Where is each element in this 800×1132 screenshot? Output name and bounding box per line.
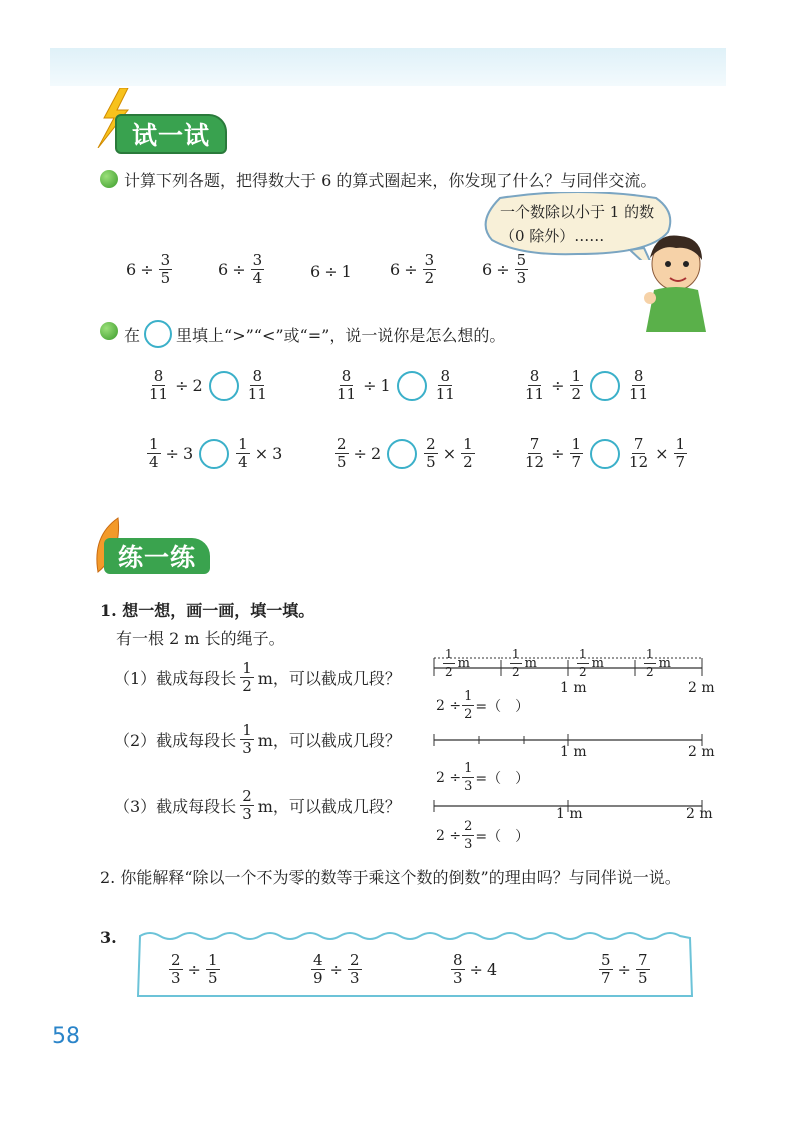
q1-title: 1. 想一想，画一画，填一填。 <box>100 601 315 620</box>
page-number: 58 <box>52 1024 80 1049</box>
section-badge-try <box>115 114 227 154</box>
try-expr-3: 6 ÷ 1 <box>310 262 352 281</box>
q1-part-3: （3）截成每段长 $\frac{2}{3}$ m，可以截成几段？ <box>114 787 401 823</box>
try-expr-2: 6 ÷ $\frac{3}{4}$ <box>218 251 263 287</box>
q1-part-1: （1）截成每段长 $\frac{1}{2}$ m，可以截成几段？ <box>114 659 401 695</box>
instruction-2: 在 里填上“>”“<”或“=”，说一说你是怎么想的。 <box>124 320 505 348</box>
q1-part-2: （2）截成每段长 $\frac{1}{3}$ m，可以截成几段？ <box>114 721 401 757</box>
ruler-mark-2m: 2 m <box>688 680 715 696</box>
ruler-seg-label: $\frac{1}{2}$ m <box>512 647 537 679</box>
compare-expr-4: $\frac{1}{4}$ ÷ 3 $\frac{1}{4}$ × 3 <box>149 435 283 471</box>
try-expr-1: 6 ÷ $\frac{3}{5}$ <box>126 251 171 287</box>
instruction-1: 计算下列各题，把得数大于 6 的算式圈起来，你发现了什么？与同伴交流。 <box>124 171 657 190</box>
top-band <box>50 48 726 86</box>
q3-item-3: $\frac{8}{3}$ ÷ 4 <box>453 951 498 987</box>
answer-circle[interactable] <box>199 439 229 469</box>
section-title-practice: 练一练 <box>117 543 196 572</box>
section-badge-practice <box>104 538 210 574</box>
answer-circle[interactable] <box>590 371 620 401</box>
compare-expr-3: $\frac{8}{11}$ ÷ $\frac{1}{2}$ $\frac{8}{11}$ <box>525 367 649 403</box>
ruler-mark-1m: 1 m <box>560 680 587 696</box>
bubble-text: 一个数除以小于 1 的数（0 除外）…… <box>500 203 655 245</box>
ruler-mark-1m: 1 m <box>560 744 587 760</box>
section-title-try: 试一试 <box>131 121 210 150</box>
try-expr-4: 6 ÷ $\frac{3}{2}$ <box>390 251 435 287</box>
compare-expr-5: $\frac{2}{5}$ ÷ 2 $\frac{2}{5}$ × $\frac{1}{2}$ <box>337 435 473 471</box>
answer-circle[interactable] <box>590 439 620 469</box>
q3-label: 3. <box>100 928 117 947</box>
compare-expr-2: $\frac{8}{11}$ ÷ 1 $\frac{8}{11}$ <box>337 367 455 403</box>
q1-eq-2: 2 ÷ $\frac{1}{3}$ =（ ） <box>436 761 530 794</box>
q1-subtitle: 有一根 2 m 长的绳子。 <box>116 629 285 648</box>
q1-eq-1: 2 ÷ $\frac{1}{2}$ =（ ） <box>436 689 530 722</box>
ruler-seg-label: $\frac{1}{2}$ m <box>445 647 470 679</box>
bullet-icon <box>100 322 118 340</box>
compare-expr-1: $\frac{8}{11}$ ÷ 2 $\frac{8}{11}$ <box>149 367 267 403</box>
ruler-seg-label: $\frac{1}{2}$ m <box>579 647 604 679</box>
answer-circle[interactable] <box>397 371 427 401</box>
ruler-seg-label: $\frac{1}{2}$ m <box>646 647 671 679</box>
answer-circle[interactable] <box>209 371 239 401</box>
ruler-mark-1m: 1 m <box>556 806 583 822</box>
circle-blank-icon <box>144 320 172 348</box>
q3-item-4: $\frac{5}{7}$ ÷ $\frac{7}{5}$ <box>601 951 648 987</box>
q3-item-1: $\frac{2}{3}$ ÷ $\frac{1}{5}$ <box>171 951 218 987</box>
ruler-mark-2m: 2 m <box>688 744 715 760</box>
try-expr-5: 6 ÷ $\frac{5}{3}$ <box>482 251 527 287</box>
compare-expr-6: $\frac{7}{12}$ ÷ $\frac{1}{7}$ $\frac{7}{12}$ × $\frac{1}{7}$ <box>525 435 686 471</box>
bullet-icon <box>100 170 118 188</box>
q3-item-2: $\frac{4}{9}$ ÷ $\frac{2}{3}$ <box>313 951 360 987</box>
q2-text: 2. 你能解释“除以一个不为零的数等于乘这个数的倒数”的理由吗？与同伴说一说。 <box>100 868 681 887</box>
q1-eq-3: 2 ÷ $\frac{2}{3}$ =（ ） <box>436 819 530 852</box>
answer-circle[interactable] <box>387 439 417 469</box>
boy-illustration <box>636 228 716 338</box>
ruler-mark-2m: 2 m <box>686 806 713 822</box>
